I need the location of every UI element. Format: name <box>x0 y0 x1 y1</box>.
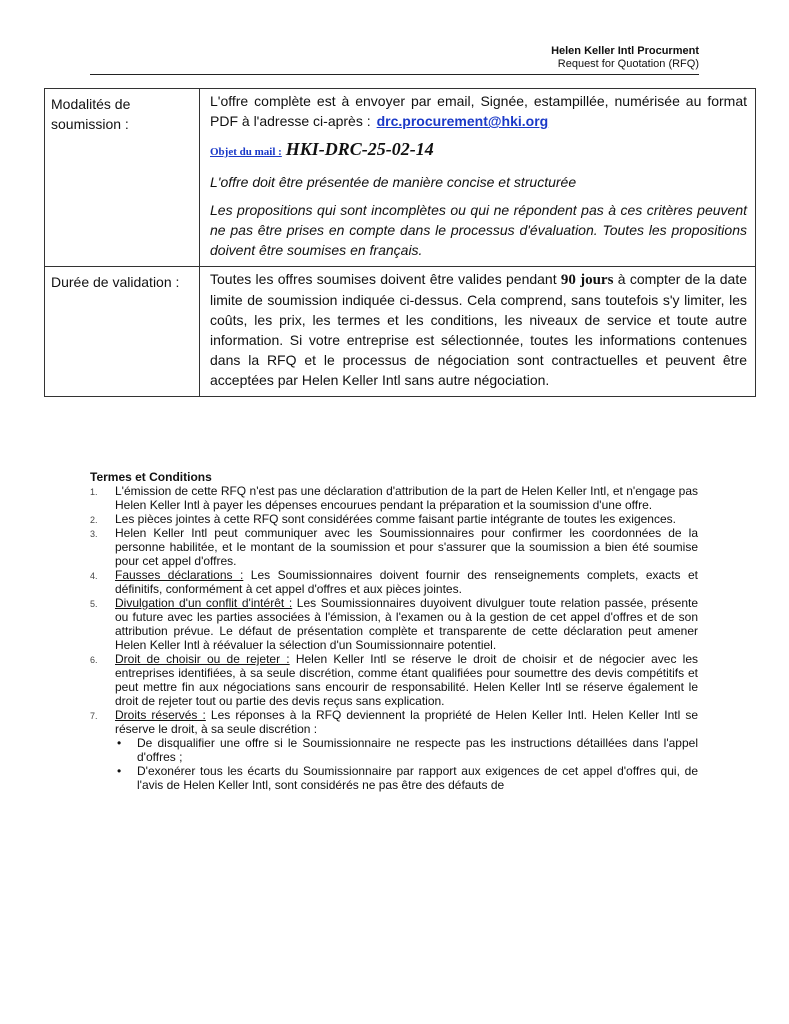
terms-title: Termes et Conditions <box>90 470 212 484</box>
term-item <box>90 512 698 526</box>
term-item <box>90 526 698 568</box>
term-item <box>90 484 698 512</box>
mail-subject-value: HKI-DRC-25-02-14 <box>285 139 434 159</box>
validity-row <box>45 267 756 397</box>
bullet-text: D'exonérer tous les écarts du Soumissionnaire par rapport aux exigences de cet appel d'offres qui, de l'avis de Helen Keller Intl, sont considérés ne pas être des défauts de <box>137 764 698 792</box>
term-number: 3. <box>90 529 98 539</box>
term-item <box>90 652 698 708</box>
term-number: 7. <box>90 711 98 721</box>
submission-label: Modalités de soumission : <box>45 89 200 267</box>
rfq-details-table <box>44 88 756 397</box>
bullet-icon: • <box>117 736 122 750</box>
validity-text-before: Toutes les offres soumises doivent être valides pendant <box>210 271 557 287</box>
incomplete-note: Les propositions qui sont incomplètes ou qui ne répondent pas à ces critères peuvent ne pas être prises en compte dans le processus d'évaluation. Toutes les propositions doivent être soumises en français. <box>210 202 747 258</box>
term-number: 2. <box>90 515 98 525</box>
term-text: L'émission de cette RFQ n'est pas une déclaration d'attribution de la part de Helen Keller Intl, et n'engage pas Helen Keller Intl à payer les dépenses encourues pendant la préparation et la soumission d'une offre. <box>115 484 698 512</box>
term-heading: Divulgation d'un conflit d'intérêt : <box>115 596 293 610</box>
validity-text-after: à compter de la date limite de soumission indiquée ci-dessus. Cela comprend, sans toutefois s'y limiter, les coûts, les prix, les termes et les conditions, les niveaux de service et toute autre information. Si votre entreprise est sélectionnée, toutes les informations contenues dans la RFQ et le processus de négociation sont contractuelles et peuvent être acceptées par Helen Keller Intl sans autre négociation. <box>210 271 748 388</box>
terms-list <box>90 484 698 792</box>
bullet-item <box>115 736 698 764</box>
term-text: Les pièces jointes à cette RFQ sont considérées comme faisant partie intégrante de toutes les exigences. <box>115 512 676 526</box>
mail-subject <box>210 137 747 164</box>
term-number: 5. <box>90 599 98 609</box>
submission-text: L'offre complète est à envoyer par email, Signée, estampillée, numérisée au format PDF à l'adresse ci-après : <box>210 93 747 129</box>
validity-content <box>200 267 756 397</box>
reserved-rights-list <box>115 736 698 792</box>
term-number: 6. <box>90 655 98 665</box>
bullet-item <box>115 764 698 792</box>
term-text: Les réponses à la RFQ deviennent la propriété de Helen Keller Intl. Helen Keller Intl se réserve le droit, à sa seule discrétion : <box>115 708 698 736</box>
page-header <box>551 44 699 71</box>
bullet-icon: • <box>117 764 122 778</box>
header-divider <box>90 74 699 75</box>
term-number: 4. <box>90 571 98 581</box>
term-heading: Droit de choisir ou de rejeter : <box>115 652 290 666</box>
term-text: Helen Keller Intl peut communiquer avec les Soumissionnaires pour confirmer les coordonnées de la personne habilitée, et le montant de la soumission et pour s'assurer que la soumission a bien été soumise pour cet appel d'offres. <box>115 526 698 568</box>
terms-section <box>90 470 698 792</box>
procurement-email-link[interactable]: drc.procurement@hki.org <box>376 113 549 129</box>
bullet-text: De disqualifier une offre si le Soumissionnaire ne respecte pas les instructions détaillées dans l'appel d'offres ; <box>137 736 698 764</box>
term-item <box>90 568 698 596</box>
submission-instructions <box>210 91 747 131</box>
term-text: Les Soumissionnaires doivent fournir des renseignements complets, exacts et définitifs, conformément à cet appel d'offres et aux pièces jointes. <box>115 568 698 596</box>
term-heading: Droits réservés : <box>115 708 206 722</box>
validity-days: 90 jours <box>560 272 614 288</box>
submission-row <box>45 89 756 267</box>
term-heading: Fausses déclarations : <box>115 568 244 582</box>
validity-label: Durée de validation : <box>45 267 200 397</box>
concise-note: L'offre doit être présentée de manière concise et structurée <box>210 174 577 190</box>
header-doc-type: Request for Quotation (RFQ) <box>557 58 699 70</box>
header-org: Helen Keller Intl Procurment <box>551 45 699 57</box>
mail-subject-label: Objet du mail : <box>210 146 282 158</box>
term-text: Helen Keller Intl se réserve le droit de choisir et de négocier avec les entreprises identifiées, à sa seule discrétion, comme étant qualifiées pour soumettre des devis compétitifs et peut mettre fin aux négociations sans encourir de responsabilité. Helen Keller Intl se réserve également le droit de rejeter tout ou partie des devis reçus sans explication. <box>115 652 699 708</box>
term-text: Les Soumissionnaires duyoivent divulguer toute relation passée, présente ou future avec les parties associées à l'émission, à l'examen ou à la gestion de cet appel d'offres et de son attribution prévue. Le défaut de présentation complète et transparente de cette déclaration peut amener Helen Keller Intl à réévaluer la sélection d'un Soumissionnaire potentiel. <box>115 596 698 652</box>
submission-content <box>200 89 756 267</box>
term-item <box>90 708 698 792</box>
term-number: 1. <box>90 487 98 497</box>
term-item <box>90 596 698 652</box>
